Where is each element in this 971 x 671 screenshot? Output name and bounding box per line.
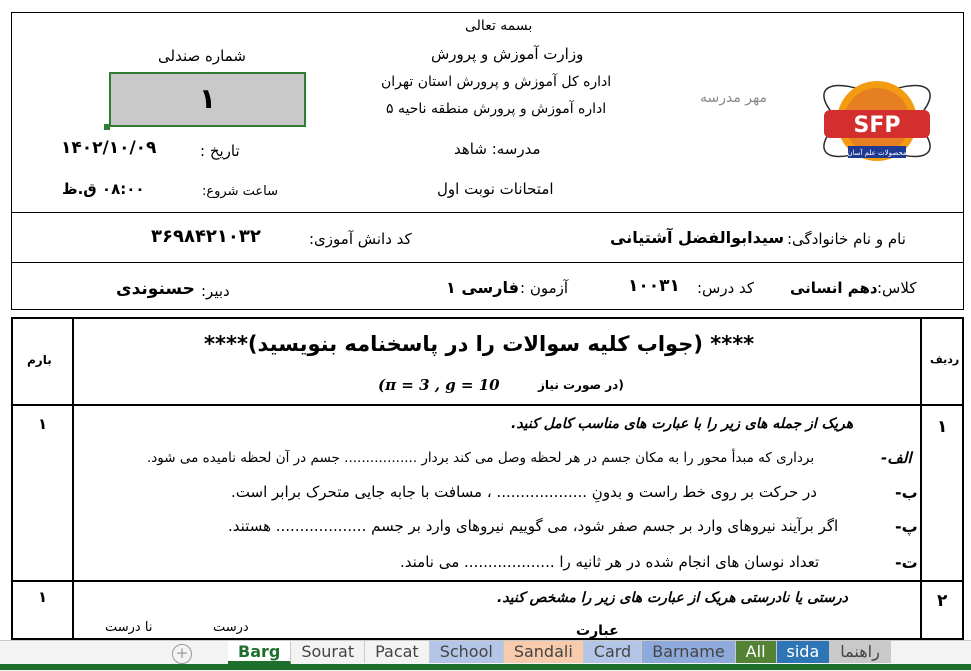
item-text: برداری که مبدأ محور را به مکان جسم در هر لحظه وصل می کند بردار ................. جسم در آن لحظه نامیده می شود. — [147, 450, 815, 466]
ministry-title: وزارت آموزش و پرورش — [431, 45, 584, 63]
start-time-value: ۰۸:۰۰ ق.ظ — [62, 180, 145, 198]
exam-value: فارسی ۱ — [446, 278, 519, 297]
basmala: بسمه تعالی — [465, 18, 533, 34]
sheet-tab-sida[interactable]: sida — [777, 641, 831, 663]
sheet-tab-sourat[interactable]: Sourat — [291, 641, 365, 663]
question-score: ۱ — [38, 588, 48, 606]
item-mark: الف- — [881, 449, 912, 467]
sheet-tab-pacat[interactable]: Pacat — [365, 641, 430, 663]
student-code-label: کد دانش آموزی: — [309, 230, 412, 248]
header-row-divider — [12, 404, 963, 406]
logo-text: SFP — [853, 113, 901, 138]
sheet-tab-راهنما[interactable]: راهنما — [830, 641, 891, 663]
class-label: کلاس: — [877, 279, 917, 297]
item-mark: ب- — [895, 483, 918, 502]
sheet-tab-school[interactable]: School — [430, 641, 504, 663]
false-column-header: نا درست — [105, 620, 153, 635]
sheet-tab-sandali[interactable]: Sandali — [504, 641, 584, 663]
constants: (π = 3 , g = 10 — [378, 376, 500, 394]
district-office-title: اداره آموزش و پرورش منطقه ناحیه ۵ — [386, 101, 607, 117]
row-column-divider — [920, 319, 922, 640]
question-title: درستی یا نادرستی هریک از عبارت های زیر را مشخص کنید. — [497, 590, 848, 606]
divider — [11, 262, 964, 263]
constants-note: (در صورت نیاز — [538, 378, 624, 392]
item-mark: پ- — [895, 517, 918, 536]
teacher-label: دبیر: — [201, 282, 230, 300]
question-number: ۱ — [937, 417, 948, 437]
sheet-tab-barname[interactable]: Barname — [642, 641, 735, 663]
sheet-tabs — [228, 641, 891, 663]
sheet-tab-barg[interactable]: Barg — [228, 641, 291, 664]
selection-handle[interactable] — [104, 124, 110, 130]
course-code-label: کد درس: — [697, 279, 755, 297]
instruction: **** (جواب کلیه سوالات را در پاسخنامه بنویسید)**** — [204, 332, 755, 356]
class-value: دهم انسانی — [790, 279, 878, 297]
status-bar — [0, 664, 971, 670]
school-seal-label: مهر مدرسه — [700, 90, 767, 106]
row-column-header: ردیف — [930, 353, 960, 366]
seat-number-cell[interactable]: ۱ — [109, 72, 306, 127]
divider — [11, 212, 964, 213]
start-time-label: ساعت شروع: — [202, 184, 278, 199]
course-code-value: ۱۰۰۳۱ — [628, 276, 680, 296]
true-column-header: درست — [213, 620, 249, 635]
general-office-title: اداره کل آموزش و پرورش استان تهران — [381, 74, 612, 90]
sfp-logo — [812, 66, 942, 176]
item-text: تعداد نوسان های انجام شده در هر ثانیه را ................... می نامند. — [400, 553, 820, 571]
student-code-value: ۳۶۹۸۴۲۱۰۳۲ — [151, 226, 261, 247]
add-sheet-icon[interactable]: + — [172, 644, 192, 664]
exam-label: آزمون : — [520, 279, 569, 297]
exam-title: امتحانات نوبت اول — [437, 180, 554, 198]
item-text: اگر برآیند نیروهای وارد بر جسم صفر شود، می گوییم نیروهای وارد بر جسم ................... هستند. — [228, 517, 839, 535]
school-name: مدرسه: شاهد — [454, 140, 541, 158]
score-column-header: بارم — [27, 353, 52, 367]
score-column-divider — [72, 319, 74, 640]
question-score: ۱ — [38, 415, 48, 433]
date-value: ۱۴۰۲/۱۰/۰۹ — [61, 138, 157, 158]
sheet-tab-all[interactable]: All — [736, 641, 777, 663]
logo-subtitle: محصولات علم آسان — [847, 149, 907, 157]
question-row-divider — [12, 580, 963, 582]
question-title: هریک از جمله های زیر را با عبارت های مناسب کامل کنید. — [511, 416, 854, 432]
item-text: در حرکت بر روی خط راست و بدونِ ................... ، مسافت با جابه جایی متحرک برابر است. — [231, 483, 817, 501]
seat-label: شماره صندلی — [158, 47, 246, 65]
statement-column-header: عبارت — [576, 623, 619, 639]
teacher-value: حسنوندی — [116, 279, 195, 299]
question-number: ۲ — [937, 591, 948, 611]
name-label: نام و نام خانوادگی: — [787, 230, 906, 248]
sheet-tab-card[interactable]: Card — [584, 641, 642, 663]
item-mark: ت- — [895, 553, 918, 572]
name-value: سیدابوالفضل آشتیانی — [610, 228, 785, 247]
date-label: تاریخ : — [200, 142, 240, 160]
